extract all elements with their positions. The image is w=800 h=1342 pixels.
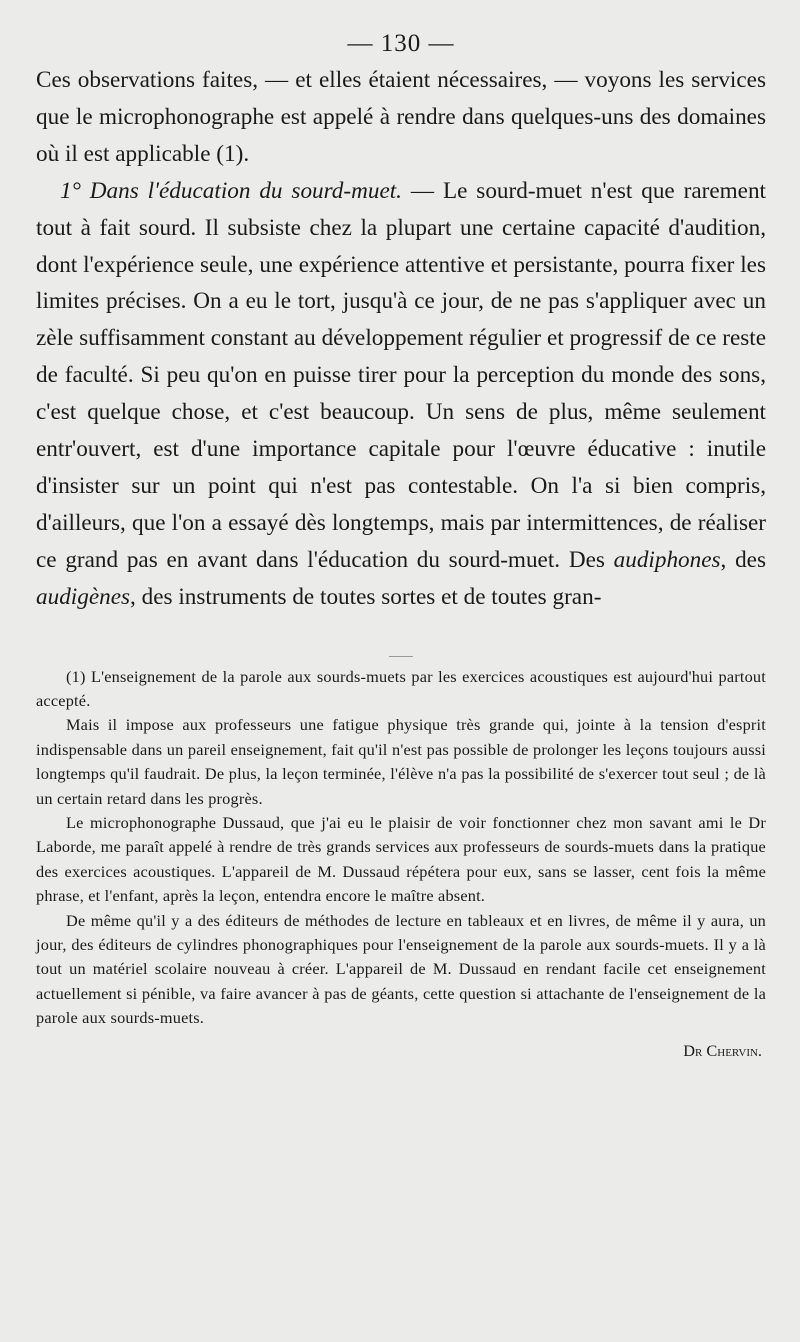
footnote-paragraph-4: De même qu'il y a des éditeurs de méthodes de lecture en tableaux et en livres, de même il y aura, un jour, des éditeurs de cylindres phonographiques pour l'enseignement de la parole aux sourds-muets. Il y a là tout un matériel scolaire nouveau à créer. L'appareil de M. Dussaud en rendant facile cet enseignement actuellement si pénible, va faire avancer à pas de géants, cette question si attachante de l'enseignement de la parole aux sourds-muets. (36, 910, 766, 1028)
footnotes (36, 665, 766, 1031)
paragraph-1: Ces observations faites, — et elles étaient nécessaires, — voyons les services que le microphonographe est appelé à rendre dans quelques-uns des domaines où il est applicable (1). (36, 67, 766, 167)
paragraph-2 (36, 173, 766, 616)
page-number: — 130 — (347, 30, 455, 57)
main-text (36, 62, 766, 616)
footnote-paragraph-2: Mais il impose aux professeurs une fatigue physique très grande qui, jointe à la tension d'esprit indispensable dans un pareil enseignement, fait qu'il n'est pas possible de prolonger les leçons toujours aussi longtemps qu'il faudrait. De plus, la leçon terminée, l'élève n'a pas la possibilité de s'exercer tout seul ; de là un certain retard dans les progrès. (36, 715, 766, 808)
signature: Dr Chervin. (683, 1040, 762, 1060)
footnote-paragraph-3: Le microphonographe Dussaud, que j'ai eu le plaisir de voir fonctionner chez mon savant ami le Dr Laborde, me paraît appelé à rendre de très grands services aux professeurs de sourds-muets dans la pratique des exercices acoustiques. L'appareil de M. Dussaud répétera pour eux, sans se lasser, cent fois la même phrase, et l'enfant, après la leçon, entendra encore le maître absent. (36, 813, 766, 906)
paragraph-2-mid: , des (720, 546, 766, 573)
paragraph-2-end: , des instruments de toutes sortes et de toutes gran- (130, 583, 602, 610)
section-heading: 1° Dans l'éducation du sourd-muet. (60, 177, 402, 204)
footnote-1: (1) L'enseignement de la parole aux sourds-muets par les exercices acoustiques est aujourd'hui partout accepté. (36, 666, 766, 710)
footnote-divider (389, 656, 413, 657)
term-audigenes: audigènes (36, 583, 131, 610)
paragraph-2-body: — Le sourd-muet n'est que rarement tout à fait sourd. Il subsiste chez la plupart une certaine capacité d'audition, dont l'expérience seule, une expérience attentive et persistante, pourra fixer les limites précises. On a eu le tort, jusqu'à ce jour, de ne pas s'appliquer avec un zèle suffisamment constant au développement régulier et progressif de ce reste de faculté. Si peu qu'on en puisse tirer pour la perception du monde des sons, c'est quelque chose, et c'est beaucoup. Un sens de plus, même seulement entr'ouvert, est d'une importance capitale pour l'œuvre éducative : inutile d'insister sur un point qui n'est pas contestable. On l'a si bien compris, d'ailleurs, que l'on a essayé dès longtemps, mais par intermittences, de réaliser ce grand pas en avant dans l'éducation du sourd-muet. Des (36, 177, 766, 573)
term-audiphones: audiphones (613, 546, 721, 573)
